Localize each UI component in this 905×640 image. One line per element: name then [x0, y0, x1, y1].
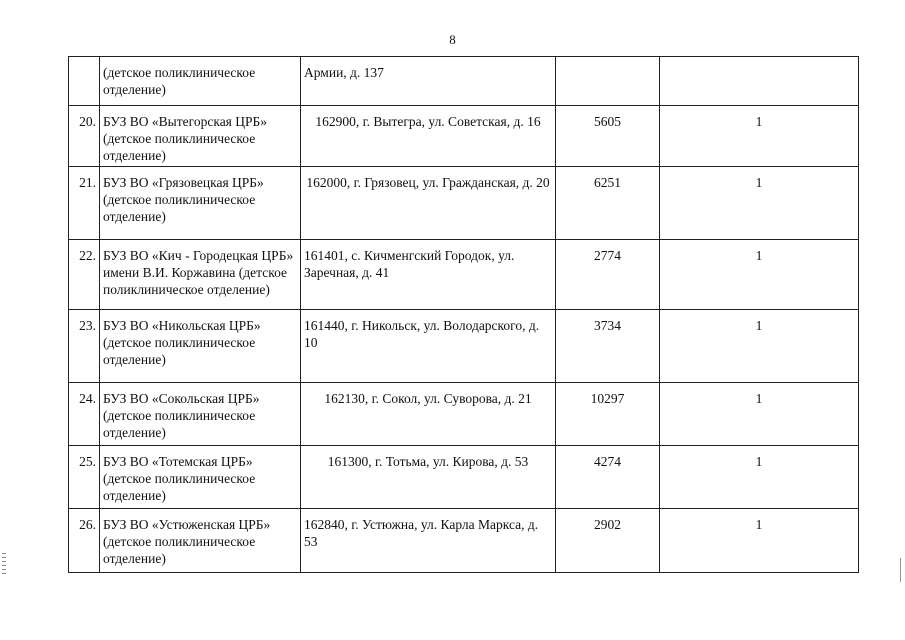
institution-name-cell: БУЗ ВО «Кич - Городецкая ЦРБ» имени В.И. Коржавина (детское поликлиническое отделение): [100, 240, 301, 310]
row-number-cell: 22.: [69, 240, 100, 310]
count-cell: 1: [660, 106, 859, 167]
table-row: [69, 240, 859, 310]
address-cell: 162840, г. Устюжна, ул. Карла Маркса, д. 53: [301, 509, 556, 573]
quantity-cell: 2774: [556, 240, 660, 310]
count-cell: 1: [660, 509, 859, 573]
quantity-cell: 3734: [556, 310, 660, 383]
count-cell: [660, 57, 859, 106]
quantity-cell: 6251: [556, 167, 660, 240]
quantity-cell: 10297: [556, 383, 660, 446]
address-cell: 161300, г. Тотьма, ул. Кирова, д. 53: [301, 446, 556, 509]
institution-name-cell: БУЗ ВО «Грязовецкая ЦРБ» (детское поликлиническое отделение): [100, 167, 301, 240]
address-cell: 162130, г. Сокол, ул. Суворова, д. 21: [301, 383, 556, 446]
table-row: [69, 167, 859, 240]
count-cell: 1: [660, 240, 859, 310]
quantity-cell: 5605: [556, 106, 660, 167]
scan-edge-marks: [2, 553, 6, 579]
row-number-cell: [69, 57, 100, 106]
row-number-cell: 21.: [69, 167, 100, 240]
table-body: [69, 57, 859, 573]
institution-name-cell: (детское поликлиническое отделение): [100, 57, 301, 106]
row-number-cell: 23.: [69, 310, 100, 383]
table-row: [69, 57, 859, 106]
scan-edge-line: [900, 558, 901, 582]
institution-name-cell: БУЗ ВО «Вытегорская ЦРБ» (детское поликлиническое отделение): [100, 106, 301, 167]
table-row: [69, 446, 859, 509]
facilities-table: [68, 56, 859, 573]
address-cell: 162000, г. Грязовец, ул. Гражданская, д. 20: [301, 167, 556, 240]
quantity-cell: 4274: [556, 446, 660, 509]
quantity-cell: 2902: [556, 509, 660, 573]
address-cell: 162900, г. Вытегра, ул. Советская, д. 16: [301, 106, 556, 167]
page-number: 8: [449, 32, 456, 47]
count-cell: 1: [660, 167, 859, 240]
count-cell: 1: [660, 446, 859, 509]
table-row: [69, 383, 859, 446]
table-row: [69, 310, 859, 383]
institution-name-cell: БУЗ ВО «Устюженская ЦРБ» (детское поликлиническое отделение): [100, 509, 301, 573]
institution-name-cell: БУЗ ВО «Никольская ЦРБ» (детское поликлиническое отделение): [100, 310, 301, 383]
count-cell: 1: [660, 383, 859, 446]
table-row: [69, 106, 859, 167]
institution-name-cell: БУЗ ВО «Сокольская ЦРБ» (детское поликлиническое отделение): [100, 383, 301, 446]
quantity-cell: [556, 57, 660, 106]
count-cell: 1: [660, 310, 859, 383]
row-number-cell: 20.: [69, 106, 100, 167]
row-number-cell: 24.: [69, 383, 100, 446]
institution-name-cell: БУЗ ВО «Тотемская ЦРБ» (детское поликлиническое отделение): [100, 446, 301, 509]
table-row: [69, 509, 859, 573]
address-cell: Армии, д. 137: [301, 57, 556, 106]
address-cell: 161401, с. Кичменгский Городок, ул. Заречная, д. 41: [301, 240, 556, 310]
row-number-cell: 25.: [69, 446, 100, 509]
row-number-cell: 26.: [69, 509, 100, 573]
address-cell: 161440, г. Никольск, ул. Володарского, д. 10: [301, 310, 556, 383]
